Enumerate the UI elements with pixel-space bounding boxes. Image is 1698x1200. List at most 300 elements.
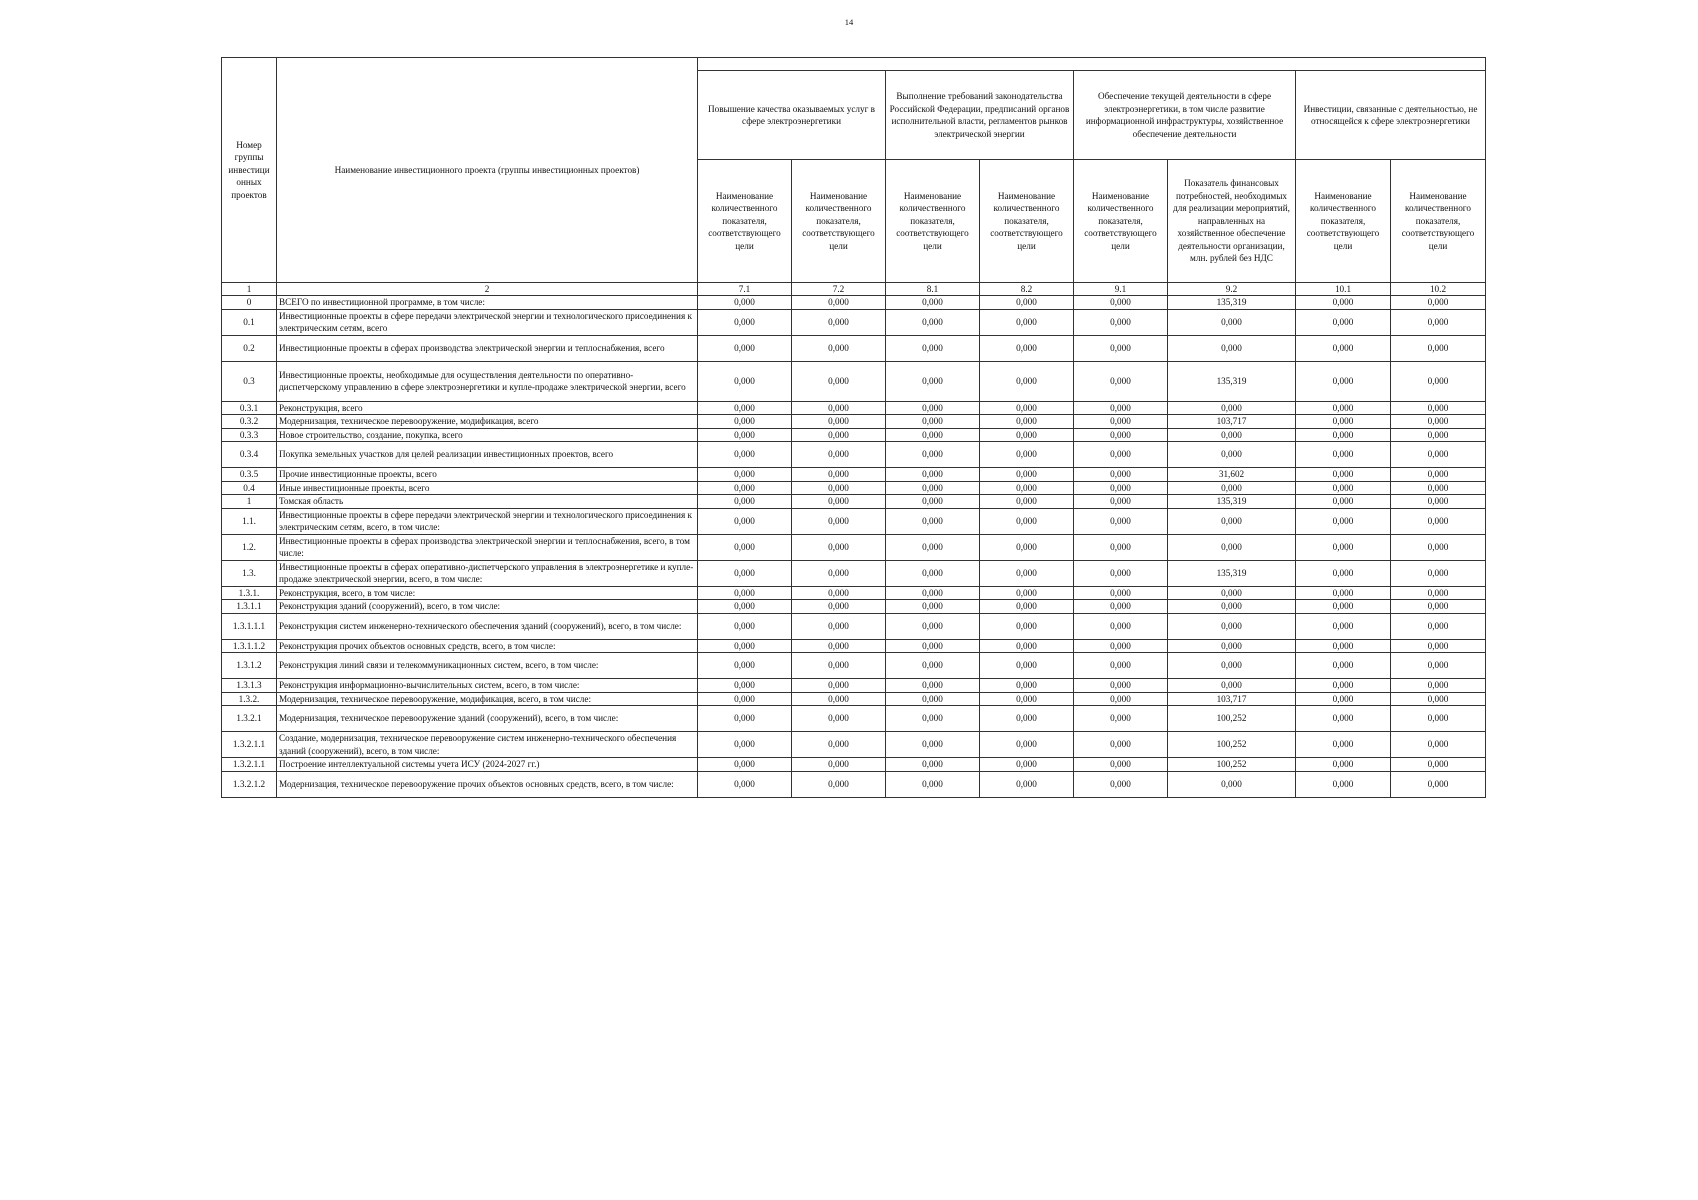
row-value: 0,000 bbox=[980, 468, 1074, 482]
row-value: 0,000 bbox=[886, 692, 980, 706]
row-value: 0,000 bbox=[698, 296, 792, 310]
table-row bbox=[222, 508, 1486, 534]
row-value: 0,000 bbox=[980, 442, 1074, 468]
row-value: 0,000 bbox=[792, 468, 886, 482]
row-value: 0,000 bbox=[792, 296, 886, 310]
column-number: 7.1 bbox=[698, 283, 792, 296]
row-value: 0,000 bbox=[1296, 600, 1391, 614]
table-row bbox=[222, 586, 1486, 600]
table-row bbox=[222, 442, 1486, 468]
table-row bbox=[222, 361, 1486, 401]
row-value: 0,000 bbox=[1074, 481, 1168, 495]
header-subcol-10-2: Наименование количественного показателя, соответствующего цели bbox=[1391, 160, 1486, 283]
row-value: 0,000 bbox=[1074, 613, 1168, 639]
table-row bbox=[222, 679, 1486, 693]
row-value: 0,000 bbox=[980, 481, 1074, 495]
row-value: 0,000 bbox=[980, 706, 1074, 732]
row-value: 0,000 bbox=[1391, 442, 1486, 468]
row-name: Прочие инвестиционные проекты, всего bbox=[277, 468, 698, 482]
row-code: 0.3.1 bbox=[222, 401, 277, 415]
row-value: 0,000 bbox=[698, 428, 792, 442]
row-value: 0,000 bbox=[698, 560, 792, 586]
table-row bbox=[222, 732, 1486, 758]
row-value: 0,000 bbox=[886, 706, 980, 732]
row-value: 0,000 bbox=[1296, 732, 1391, 758]
row-value: 0,000 bbox=[1296, 639, 1391, 653]
row-value: 0,000 bbox=[698, 335, 792, 361]
row-value: 0,000 bbox=[1168, 534, 1296, 560]
row-value: 0,000 bbox=[886, 613, 980, 639]
page-number: 14 bbox=[844, 17, 854, 27]
table-row bbox=[222, 758, 1486, 772]
row-name: Инвестиционные проекты в сферах оперативно-диспетчерского управления в электроэнергетике и купле-продаже электрической энергии, всего, в том числе: bbox=[277, 560, 698, 586]
table-row bbox=[222, 600, 1486, 614]
row-value: 0,000 bbox=[1391, 415, 1486, 429]
row-name: Томская область bbox=[277, 495, 698, 509]
header-group-non-energy: Инвестиции, связанные с деятельностью, не относящейся к сфере электроэнергетики bbox=[1296, 71, 1486, 160]
row-value: 0,000 bbox=[698, 481, 792, 495]
row-value: 100,252 bbox=[1168, 732, 1296, 758]
row-value: 103,717 bbox=[1168, 415, 1296, 429]
row-value: 0,000 bbox=[980, 296, 1074, 310]
row-value: 0,000 bbox=[698, 586, 792, 600]
row-code: 0.1 bbox=[222, 309, 277, 335]
row-value: 0,000 bbox=[698, 309, 792, 335]
row-value: 0,000 bbox=[886, 468, 980, 482]
row-value: 0,000 bbox=[886, 481, 980, 495]
row-value: 0,000 bbox=[1391, 468, 1486, 482]
row-value: 0,000 bbox=[980, 401, 1074, 415]
row-value: 0,000 bbox=[792, 495, 886, 509]
row-value: 0,000 bbox=[1391, 706, 1486, 732]
row-value: 0,000 bbox=[792, 309, 886, 335]
row-value: 0,000 bbox=[886, 495, 980, 509]
row-name: Реконструкция линий связи и телекоммуникационных систем, всего, в том числе: bbox=[277, 653, 698, 679]
row-value: 0,000 bbox=[1074, 296, 1168, 310]
row-value: 0,000 bbox=[1296, 495, 1391, 509]
row-value: 0,000 bbox=[980, 560, 1074, 586]
table-row bbox=[222, 335, 1486, 361]
row-value: 0,000 bbox=[792, 428, 886, 442]
row-value: 0,000 bbox=[1074, 415, 1168, 429]
row-value: 0,000 bbox=[1168, 401, 1296, 415]
row-value: 0,000 bbox=[1168, 481, 1296, 495]
row-value: 0,000 bbox=[1391, 653, 1486, 679]
row-value: 0,000 bbox=[792, 758, 886, 772]
investment-table bbox=[221, 57, 1486, 798]
row-value: 0,000 bbox=[792, 706, 886, 732]
row-value: 0,000 bbox=[1391, 296, 1486, 310]
row-value: 0,000 bbox=[698, 613, 792, 639]
row-value: 0,000 bbox=[792, 335, 886, 361]
row-name: Иные инвестиционные проекты, всего bbox=[277, 481, 698, 495]
table-row bbox=[222, 653, 1486, 679]
row-value: 0,000 bbox=[886, 309, 980, 335]
row-code: 0 bbox=[222, 296, 277, 310]
row-value: 0,000 bbox=[886, 415, 980, 429]
row-code: 0.3 bbox=[222, 361, 277, 401]
row-name: Инвестиционные проекты в сферах производства электрической энергии и теплоснабжения, всего bbox=[277, 335, 698, 361]
row-value: 0,000 bbox=[1074, 361, 1168, 401]
row-value: 0,000 bbox=[1296, 758, 1391, 772]
row-value: 0,000 bbox=[1296, 508, 1391, 534]
row-value: 0,000 bbox=[886, 401, 980, 415]
table-row bbox=[222, 296, 1486, 310]
row-value: 0,000 bbox=[1296, 679, 1391, 693]
row-value: 0,000 bbox=[886, 508, 980, 534]
row-value: 0,000 bbox=[1391, 361, 1486, 401]
row-value: 0,000 bbox=[1074, 758, 1168, 772]
row-value: 0,000 bbox=[1296, 428, 1391, 442]
row-code: 1.3.2.1 bbox=[222, 706, 277, 732]
row-value: 0,000 bbox=[886, 600, 980, 614]
table-row bbox=[222, 495, 1486, 509]
table-row bbox=[222, 692, 1486, 706]
row-code: 1.3.1.2 bbox=[222, 653, 277, 679]
row-name: Новое строительство, создание, покупка, всего bbox=[277, 428, 698, 442]
row-value: 0,000 bbox=[792, 600, 886, 614]
table-row bbox=[222, 468, 1486, 482]
row-code: 0.2 bbox=[222, 335, 277, 361]
row-value: 0,000 bbox=[886, 534, 980, 560]
row-value: 0,000 bbox=[980, 600, 1074, 614]
row-value: 0,000 bbox=[1391, 732, 1486, 758]
row-value: 100,252 bbox=[1168, 758, 1296, 772]
row-value: 0,000 bbox=[886, 560, 980, 586]
row-code: 1.3. bbox=[222, 560, 277, 586]
row-value: 0,000 bbox=[1296, 653, 1391, 679]
row-value: 135,319 bbox=[1168, 495, 1296, 509]
row-value: 0,000 bbox=[980, 771, 1074, 797]
row-value: 0,000 bbox=[1168, 613, 1296, 639]
row-name: Модернизация, техническое перевооружение зданий (сооружений), всего, в том числе: bbox=[277, 706, 698, 732]
column-number: 1 bbox=[222, 283, 277, 296]
row-value: 0,000 bbox=[792, 613, 886, 639]
row-value: 103,717 bbox=[1168, 692, 1296, 706]
row-value: 0,000 bbox=[1391, 508, 1486, 534]
row-value: 0,000 bbox=[1074, 639, 1168, 653]
row-value: 0,000 bbox=[1391, 692, 1486, 706]
column-number-row bbox=[222, 283, 1486, 296]
row-value: 0,000 bbox=[698, 758, 792, 772]
header-group-quality: Повышение качества оказываемых услуг в сфере электроэнергетики bbox=[698, 71, 886, 160]
row-code: 1.1. bbox=[222, 508, 277, 534]
row-value: 0,000 bbox=[698, 468, 792, 482]
column-number: 2 bbox=[277, 283, 698, 296]
row-value: 0,000 bbox=[980, 309, 1074, 335]
row-value: 0,000 bbox=[886, 639, 980, 653]
row-value: 0,000 bbox=[1074, 732, 1168, 758]
row-name: Реконструкция, всего, в том числе: bbox=[277, 586, 698, 600]
row-name: Построение интеллектуальной системы учета ИСУ (2024-2027 гг.) bbox=[277, 758, 698, 772]
row-value: 0,000 bbox=[698, 415, 792, 429]
row-value: 0,000 bbox=[698, 692, 792, 706]
row-value: 0,000 bbox=[886, 771, 980, 797]
row-value: 0,000 bbox=[1391, 613, 1486, 639]
row-code: 1.3.1.1 bbox=[222, 600, 277, 614]
row-value: 0,000 bbox=[1074, 442, 1168, 468]
row-value: 0,000 bbox=[792, 401, 886, 415]
row-value: 0,000 bbox=[698, 639, 792, 653]
row-value: 0,000 bbox=[980, 415, 1074, 429]
row-value: 0,000 bbox=[980, 508, 1074, 534]
row-value: 0,000 bbox=[1168, 771, 1296, 797]
row-value: 0,000 bbox=[980, 613, 1074, 639]
row-value: 0,000 bbox=[792, 586, 886, 600]
row-value: 0,000 bbox=[1296, 692, 1391, 706]
row-value: 0,000 bbox=[1296, 771, 1391, 797]
row-value: 0,000 bbox=[792, 415, 886, 429]
row-value: 0,000 bbox=[1391, 481, 1486, 495]
row-value: 0,000 bbox=[1074, 600, 1168, 614]
row-value: 0,000 bbox=[1074, 692, 1168, 706]
column-number: 10.2 bbox=[1391, 283, 1486, 296]
row-value: 0,000 bbox=[886, 442, 980, 468]
row-name: Реконструкция прочих объектов основных средств, всего, в том числе: bbox=[277, 639, 698, 653]
table-header bbox=[222, 58, 1486, 283]
row-value: 0,000 bbox=[1168, 586, 1296, 600]
row-value: 0,000 bbox=[980, 639, 1074, 653]
row-value: 0,000 bbox=[792, 560, 886, 586]
column-number: 7.2 bbox=[792, 283, 886, 296]
row-value: 0,000 bbox=[792, 732, 886, 758]
row-value: 0,000 bbox=[1296, 586, 1391, 600]
row-value: 0,000 bbox=[1391, 335, 1486, 361]
row-value: 135,319 bbox=[1168, 560, 1296, 586]
row-value: 0,000 bbox=[1391, 428, 1486, 442]
row-value: 0,000 bbox=[698, 679, 792, 693]
header-subcol-8-1: Наименование количественного показателя, соответствующего цели bbox=[886, 160, 980, 283]
row-value: 0,000 bbox=[1168, 600, 1296, 614]
table-row bbox=[222, 428, 1486, 442]
table-row bbox=[222, 401, 1486, 415]
table-row bbox=[222, 534, 1486, 560]
row-value: 0,000 bbox=[1074, 534, 1168, 560]
row-value: 0,000 bbox=[1296, 560, 1391, 586]
row-code: 1.3.2.1.1 bbox=[222, 758, 277, 772]
row-value: 0,000 bbox=[1074, 771, 1168, 797]
row-value: 0,000 bbox=[1296, 468, 1391, 482]
row-value: 0,000 bbox=[1296, 442, 1391, 468]
row-value: 0,000 bbox=[886, 758, 980, 772]
header-subcol-10-1: Наименование количественного показателя, соответствующего цели bbox=[1296, 160, 1391, 283]
row-name: Создание, модернизация, техническое перевооружение систем инженерно-технического обеспечения зданий (сооружений), всего, в том числе: bbox=[277, 732, 698, 758]
row-value: 135,319 bbox=[1168, 296, 1296, 310]
row-value: 0,000 bbox=[980, 679, 1074, 693]
row-value: 0,000 bbox=[1074, 401, 1168, 415]
row-value: 0,000 bbox=[792, 639, 886, 653]
row-value: 0,000 bbox=[698, 508, 792, 534]
row-value: 0,000 bbox=[1168, 679, 1296, 693]
row-name: Модернизация, техническое перевооружение, модификация, всего, в том числе: bbox=[277, 692, 698, 706]
row-value: 0,000 bbox=[1074, 309, 1168, 335]
row-value: 0,000 bbox=[698, 534, 792, 560]
row-value: 0,000 bbox=[1074, 495, 1168, 509]
row-value: 0,000 bbox=[1074, 706, 1168, 732]
header-top-band bbox=[698, 58, 1486, 71]
row-value: 0,000 bbox=[1074, 335, 1168, 361]
row-code: 1.3.1.1.1 bbox=[222, 613, 277, 639]
row-name: Покупка земельных участков для целей реализации инвестиционных проектов, всего bbox=[277, 442, 698, 468]
row-value: 0,000 bbox=[980, 495, 1074, 509]
row-value: 0,000 bbox=[1296, 361, 1391, 401]
header-subcol-8-2: Наименование количественного показателя, соответствующего цели bbox=[980, 160, 1074, 283]
header-subcol-7-1: Наименование количественного показателя, соответствующего цели bbox=[698, 160, 792, 283]
header-subcol-9-1: Наименование количественного показателя, соответствующего цели bbox=[1074, 160, 1168, 283]
row-value: 0,000 bbox=[1391, 758, 1486, 772]
row-value: 0,000 bbox=[698, 401, 792, 415]
row-name: Инвестиционные проекты в сферах производства электрической энергии и теплоснабжения, всего, в том числе: bbox=[277, 534, 698, 560]
row-code: 1.3.2.1.2 bbox=[222, 771, 277, 797]
row-name: Реконструкция информационно-вычислительных систем, всего, в том числе: bbox=[277, 679, 698, 693]
header-group-operations: Обеспечение текущей деятельности в сфере электроэнергетики, в том числе развитие информационной инфраструктуры, хозяйственное обеспечение деятельности bbox=[1074, 71, 1296, 160]
header-subcol-9-2: Показатель финансовых потребностей, необходимых для реализации мероприятий, направленных на хозяйственное обеспечение деятельности организации, млн. рублей без НДС bbox=[1168, 160, 1296, 283]
row-code: 1.3.2. bbox=[222, 692, 277, 706]
header-group-number: Номер группы инвестици онных проектов bbox=[222, 58, 277, 283]
row-value: 0,000 bbox=[1296, 296, 1391, 310]
row-value: 0,000 bbox=[792, 481, 886, 495]
row-value: 0,000 bbox=[792, 679, 886, 693]
row-value: 0,000 bbox=[1074, 586, 1168, 600]
row-code: 1.3.1. bbox=[222, 586, 277, 600]
column-number: 8.2 bbox=[980, 283, 1074, 296]
table-row bbox=[222, 706, 1486, 732]
row-name: Реконструкция зданий (сооружений), всего, в том числе: bbox=[277, 600, 698, 614]
row-name: Реконструкция, всего bbox=[277, 401, 698, 415]
row-value: 0,000 bbox=[792, 771, 886, 797]
row-value: 0,000 bbox=[1296, 415, 1391, 429]
row-value: 31,602 bbox=[1168, 468, 1296, 482]
row-code: 0.3.2 bbox=[222, 415, 277, 429]
row-value: 0,000 bbox=[1074, 679, 1168, 693]
row-value: 0,000 bbox=[1296, 309, 1391, 335]
column-number: 10.1 bbox=[1296, 283, 1391, 296]
row-value: 0,000 bbox=[1168, 442, 1296, 468]
row-value: 0,000 bbox=[886, 653, 980, 679]
row-name: Инвестиционные проекты в сфере передачи электрической энергии и технологического присоединения к электрическим сетям, всего, в том числе: bbox=[277, 508, 698, 534]
row-value: 0,000 bbox=[792, 653, 886, 679]
row-value: 0,000 bbox=[698, 442, 792, 468]
row-value: 0,000 bbox=[980, 335, 1074, 361]
row-value: 0,000 bbox=[886, 732, 980, 758]
row-value: 0,000 bbox=[698, 600, 792, 614]
row-code: 0.3.3 bbox=[222, 428, 277, 442]
row-value: 0,000 bbox=[1391, 534, 1486, 560]
row-name: ВСЕГО по инвестиционной программе, в том числе: bbox=[277, 296, 698, 310]
column-number: 9.1 bbox=[1074, 283, 1168, 296]
table-body bbox=[222, 283, 1486, 798]
row-value: 0,000 bbox=[1074, 468, 1168, 482]
row-value: 0,000 bbox=[792, 442, 886, 468]
row-value: 0,000 bbox=[980, 692, 1074, 706]
row-code: 0.3.4 bbox=[222, 442, 277, 468]
row-value: 0,000 bbox=[980, 653, 1074, 679]
row-value: 0,000 bbox=[698, 771, 792, 797]
row-code: 0.4 bbox=[222, 481, 277, 495]
row-code: 1.3.1.3 bbox=[222, 679, 277, 693]
table-row bbox=[222, 309, 1486, 335]
table-row bbox=[222, 481, 1486, 495]
row-value: 0,000 bbox=[698, 495, 792, 509]
row-name: Модернизация, техническое перевооружение, модификация, всего bbox=[277, 415, 698, 429]
row-value: 135,319 bbox=[1168, 361, 1296, 401]
row-value: 0,000 bbox=[1391, 600, 1486, 614]
header-subcol-7-2: Наименование количественного показателя, соответствующего цели bbox=[792, 160, 886, 283]
row-value: 0,000 bbox=[980, 732, 1074, 758]
row-value: 0,000 bbox=[792, 692, 886, 706]
row-value: 0,000 bbox=[698, 732, 792, 758]
row-value: 0,000 bbox=[792, 508, 886, 534]
row-value: 0,000 bbox=[1391, 560, 1486, 586]
row-value: 0,000 bbox=[1168, 428, 1296, 442]
row-value: 0,000 bbox=[980, 758, 1074, 772]
row-value: 0,000 bbox=[980, 361, 1074, 401]
row-value: 0,000 bbox=[792, 534, 886, 560]
row-name: Реконструкция систем инженерно-технического обеспечения зданий (сооружений), всего, в том числе: bbox=[277, 613, 698, 639]
row-value: 0,000 bbox=[886, 428, 980, 442]
row-value: 0,000 bbox=[1391, 639, 1486, 653]
row-value: 0,000 bbox=[1391, 495, 1486, 509]
table-row bbox=[222, 560, 1486, 586]
row-value: 0,000 bbox=[980, 586, 1074, 600]
row-value: 0,000 bbox=[1074, 508, 1168, 534]
row-value: 0,000 bbox=[698, 361, 792, 401]
row-value: 0,000 bbox=[980, 428, 1074, 442]
row-value: 0,000 bbox=[1296, 534, 1391, 560]
row-value: 0,000 bbox=[886, 361, 980, 401]
row-value: 0,000 bbox=[698, 653, 792, 679]
row-value: 0,000 bbox=[1391, 771, 1486, 797]
row-value: 0,000 bbox=[1296, 706, 1391, 732]
header-group-legal: Выполнение требований законодательства Российской Федерации, предписаний органов исполнительной власти, регламентов рынков электрической энергии bbox=[886, 71, 1074, 160]
row-value: 0,000 bbox=[1391, 679, 1486, 693]
row-value: 0,000 bbox=[792, 361, 886, 401]
row-name: Модернизация, техническое перевооружение прочих объектов основных средств, всего, в том числе: bbox=[277, 771, 698, 797]
row-value: 0,000 bbox=[1296, 613, 1391, 639]
row-name: Инвестиционные проекты в сфере передачи электрической энергии и технологического присоединения к электрическим сетям, всего bbox=[277, 309, 698, 335]
row-code: 1 bbox=[222, 495, 277, 509]
row-code: 1.3.2.1.1 bbox=[222, 732, 277, 758]
column-number: 8.1 bbox=[886, 283, 980, 296]
row-value: 0,000 bbox=[1391, 309, 1486, 335]
header-project-name: Наименование инвестиционного проекта (группы инвестиционных проектов) bbox=[277, 58, 698, 283]
table-row bbox=[222, 771, 1486, 797]
row-value: 0,000 bbox=[1296, 401, 1391, 415]
row-value: 0,000 bbox=[1168, 653, 1296, 679]
row-value: 0,000 bbox=[886, 586, 980, 600]
row-value: 0,000 bbox=[1074, 560, 1168, 586]
row-value: 0,000 bbox=[980, 534, 1074, 560]
row-value: 0,000 bbox=[1168, 335, 1296, 361]
row-value: 0,000 bbox=[886, 679, 980, 693]
row-value: 0,000 bbox=[1391, 586, 1486, 600]
row-code: 1.2. bbox=[222, 534, 277, 560]
row-name: Инвестиционные проекты, необходимые для осуществления деятельности по оперативно-диспетчерскому управлению в сфере электроэнергетики и купле-продаже электрической энергии, всего bbox=[277, 361, 698, 401]
row-code: 0.3.5 bbox=[222, 468, 277, 482]
row-value: 0,000 bbox=[698, 706, 792, 732]
row-value: 0,000 bbox=[1074, 428, 1168, 442]
table-row bbox=[222, 613, 1486, 639]
row-value: 0,000 bbox=[1168, 639, 1296, 653]
row-code: 1.3.1.1.2 bbox=[222, 639, 277, 653]
row-value: 0,000 bbox=[1391, 401, 1486, 415]
column-number: 9.2 bbox=[1168, 283, 1296, 296]
row-value: 0,000 bbox=[1168, 309, 1296, 335]
row-value: 0,000 bbox=[886, 335, 980, 361]
row-value: 0,000 bbox=[1296, 335, 1391, 361]
row-value: 0,000 bbox=[1168, 508, 1296, 534]
row-value: 100,252 bbox=[1168, 706, 1296, 732]
